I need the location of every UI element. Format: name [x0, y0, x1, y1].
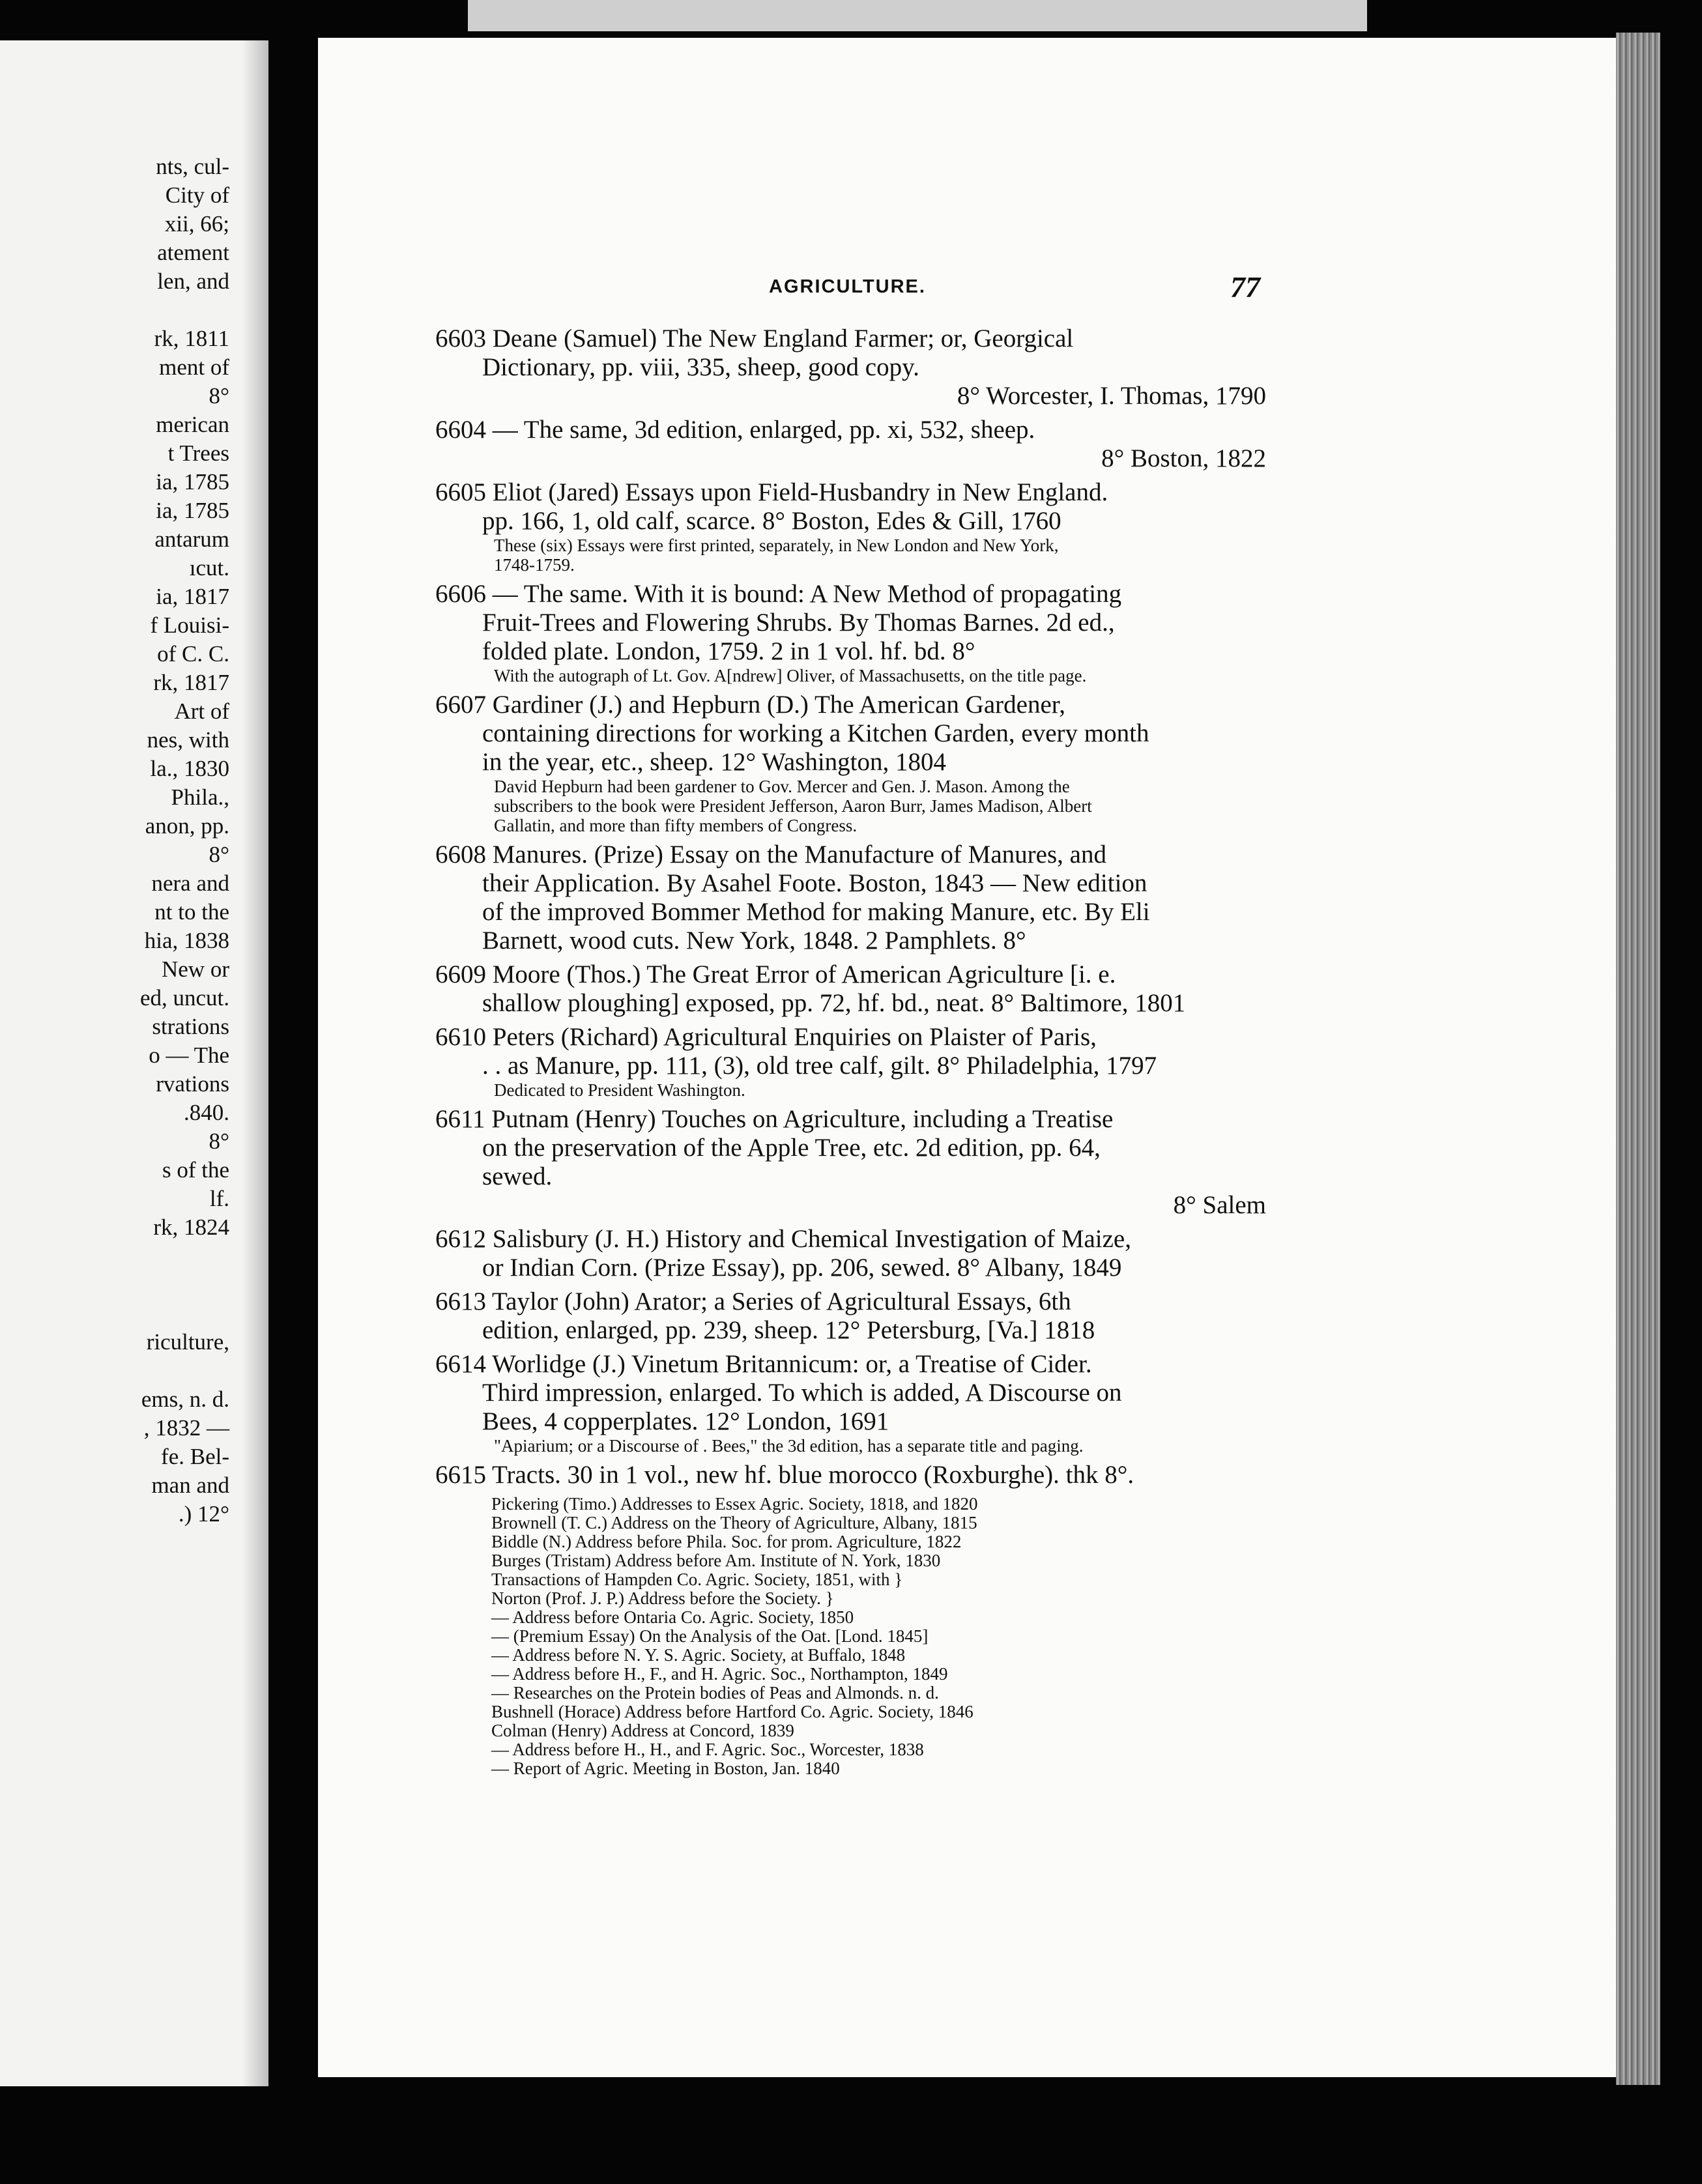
- entry-heading: 6607 Gardiner (J.) and Hepburn (D.) The American Gardener,: [435, 691, 1065, 719]
- left-page-gutter: [242, 40, 268, 2086]
- left-page-line: nt to the: [154, 899, 229, 925]
- left-page-line: City of: [165, 182, 229, 208]
- tract-item: Colman (Henry) Address at Concord, 1839: [491, 1721, 794, 1740]
- catalogue-entry: [435, 1225, 1266, 1282]
- page-number: 77: [1230, 270, 1260, 304]
- catalogue-entry: [435, 1287, 1266, 1345]
- left-page-line: rvations: [156, 1071, 229, 1097]
- left-page-line: Phila.,: [171, 784, 229, 810]
- left-page-line: nes, with: [147, 727, 229, 753]
- left-page-line: lf.: [209, 1186, 229, 1211]
- tract-item: — Report of Agric. Meeting in Boston, Jan. 1840: [491, 1759, 840, 1778]
- left-page-line: strations: [152, 1014, 229, 1039]
- entry-note: 1748-1759.: [494, 555, 575, 575]
- catalogue-entry: [435, 1105, 1266, 1220]
- catalogue-entry: [435, 691, 1266, 835]
- entry-line: 8° Salem: [1173, 1191, 1266, 1219]
- entry-line: Bees, 4 copperplates. 12° London, 1691: [482, 1407, 889, 1435]
- entry-line: Third impression, enlarged. To which is added, A Discourse on: [482, 1379, 1122, 1407]
- left-page-line: ia, 1817: [156, 584, 229, 609]
- left-page-line: 8°: [209, 383, 229, 409]
- left-page-line: s of the: [162, 1157, 229, 1183]
- entry-line: shallow ploughing] exposed, pp. 72, hf. bd., neat. 8° Baltimore, 1801: [482, 989, 1186, 1017]
- catalogue-entry: [435, 324, 1266, 410]
- entry-line: of the improved Bommer Method for making Manure, etc. By Eli: [482, 898, 1150, 926]
- left-page-line: .) 12°: [178, 1501, 229, 1527]
- catalogue-entry: [435, 841, 1266, 955]
- left-page-line: hia, 1838: [144, 928, 229, 953]
- entry-line: Fruit-Trees and Flowering Shrubs. By Thomas Barnes. 2d ed.,: [482, 609, 1115, 637]
- left-page-line: ed, uncut.: [139, 985, 229, 1011]
- left-page-line: xii, 66;: [164, 211, 229, 237]
- left-page-line: ia, 1785: [156, 469, 229, 495]
- left-page-line: nts, cul-: [156, 154, 229, 179]
- left-page-line: antarum: [154, 526, 229, 552]
- entry-line: pp. 166, 1, old calf, scarce. 8° Boston, Edes & Gill, 1760: [482, 507, 1061, 535]
- left-page-line: ems, n. d.: [141, 1387, 229, 1412]
- entry-note: David Hepburn had been gardener to Gov. Mercer and Gen. J. Mason. Among the: [494, 777, 1070, 796]
- tract-item: Burges (Tristam) Address before Am. Institute of N. York, 1830: [491, 1551, 941, 1570]
- left-page-line: , 1832 —: [143, 1415, 229, 1441]
- catalogue-entries: [435, 324, 1266, 1778]
- entry-line: 8° Boston, 1822: [1101, 444, 1266, 472]
- left-page-line: riculture,: [146, 1329, 229, 1355]
- left-page-line: rk, 1817: [153, 670, 229, 695]
- tract-item: Transactions of Hampden Co. Agric. Society, 1851, with }: [491, 1570, 903, 1589]
- left-page-line: fe. Bel-: [161, 1444, 229, 1469]
- entry-heading: 6609 Moore (Thos.) The Great Error of American Agriculture [i. e.: [435, 960, 1116, 988]
- entry-line: Barnett, wood cuts. New York, 1848. 2 Pamphlets. 8°: [482, 927, 1026, 955]
- left-page-line: merican: [156, 412, 229, 437]
- tract-item: — Address before H., H., and F. Agric. Soc., Worcester, 1838: [491, 1740, 924, 1759]
- entry-line: edition, enlarged, pp. 239, sheep. 12° Petersburg, [Va.] 1818: [482, 1316, 1095, 1344]
- left-page-line: atement: [157, 240, 229, 265]
- tract-item: — Researches on the Protein bodies of Peas and Almonds. n. d.: [491, 1683, 939, 1703]
- tract-item: Bushnell (Horace) Address before Hartford Co. Agric. Society, 1846: [491, 1702, 974, 1721]
- left-page-line: 8°: [209, 1128, 229, 1154]
- catalogue-entry: [435, 416, 1266, 473]
- entry-line: 8° Worcester, I. Thomas, 1790: [957, 382, 1266, 410]
- left-page-line: rk, 1811: [154, 326, 229, 351]
- tract-item: — Address before H., F., and H. Agric. Soc., Northampton, 1849: [491, 1664, 948, 1684]
- entry-line: . . as Manure, pp. 111, (3), old tree calf, gilt. 8° Philadelphia, 1797: [482, 1052, 1157, 1080]
- left-page-line: ia, 1785: [156, 498, 229, 523]
- entry-heading: 6605 Eliot (Jared) Essays upon Field-Husbandry in New England.: [435, 478, 1108, 506]
- left-page-line: 8°: [209, 842, 229, 867]
- left-page-line: Art of: [174, 698, 229, 724]
- catalogue-entry: [435, 478, 1266, 575]
- left-page-line: len, and: [157, 268, 229, 294]
- entry-heading: 6614 Worlidge (J.) Vinetum Britannicum: or, a Treatise of Cider.: [435, 1350, 1092, 1378]
- entry-line: containing directions for working a Kitchen Garden, every month: [482, 719, 1149, 747]
- entry-line: or Indian Corn. (Prize Essay), pp. 206, sewed. 8° Albany, 1849: [482, 1254, 1122, 1282]
- entry-note: Gallatin, and more than fifty members of Congress.: [494, 816, 858, 835]
- left-page-line: .840.: [184, 1100, 229, 1125]
- entry-line: on the preservation of the Apple Tree, etc. 2d edition, pp. 64,: [482, 1134, 1101, 1162]
- book-top-edge: [468, 0, 1367, 31]
- entry-heading: 6615 Tracts. 30 in 1 vol., new hf. blue morocco (Roxburghe). thk 8°.: [435, 1461, 1134, 1489]
- entry-heading: 6611 Putnam (Henry) Touches on Agriculture, including a Treatise: [435, 1105, 1114, 1133]
- left-page-line: t Trees: [167, 440, 229, 466]
- entry-heading: 6606 — The same. With it is bound: A New Method of propagating: [435, 580, 1122, 608]
- entry-line: their Application. By Asahel Foote. Boston, 1843 — New edition: [482, 869, 1147, 897]
- tract-item: Brownell (T. C.) Address on the Theory of Agriculture, Albany, 1815: [491, 1513, 977, 1532]
- catalogue-entry: [435, 1350, 1266, 1456]
- entry-heading: 6603 Deane (Samuel) The New England Farmer; or, Georgical: [435, 324, 1074, 352]
- left-page-line: ıcut.: [189, 555, 229, 581]
- tract-item: — Address before Ontaria Co. Agric. Society, 1850: [491, 1607, 854, 1627]
- tract-item: Biddle (N.) Address before Phila. Soc. for prom. Agriculture, 1822: [491, 1532, 962, 1551]
- entry-line: folded plate. London, 1759. 2 in 1 vol. hf. bd. 8°: [482, 637, 975, 665]
- book-page-edges: [1616, 33, 1660, 2085]
- left-page-line: anon, pp.: [145, 813, 229, 839]
- left-page-line: f Louisi-: [150, 612, 229, 638]
- entry-note: "Apiarium; or a Discourse of . Bees," the 3d edition, has a separate title and paging.: [494, 1436, 1084, 1456]
- catalogue-entry: [435, 1461, 1266, 1489]
- entry-note: subscribers to the book were President Jefferson, Aaron Burr, James Madison, Albert: [494, 796, 1092, 816]
- tract-item: Norton (Prof. J. P.) Address before the Society. }: [491, 1588, 834, 1608]
- tract-item: — (Premium Essay) On the Analysis of the Oat. [Lond. 1845]: [491, 1626, 929, 1646]
- left-page: [0, 40, 268, 2086]
- left-page-line: man and: [151, 1473, 229, 1498]
- entry-note: These (six) Essays were first printed, separately, in New London and New York,: [494, 536, 1059, 555]
- catalogue-entry: [435, 1023, 1266, 1100]
- entry-heading: 6613 Taylor (John) Arator; a Series of Agricultural Essays, 6th: [435, 1287, 1071, 1315]
- tract-item: — Address before N. Y. S. Agric. Society, at Buffalo, 1848: [491, 1645, 906, 1665]
- entry-heading: 6612 Salisbury (J. H.) History and Chemical Investigation of Maize,: [435, 1225, 1131, 1253]
- tracts-list: [435, 1495, 1266, 1778]
- left-page-line: ment of: [159, 354, 229, 380]
- left-page-line: la., 1830: [150, 756, 229, 781]
- left-page-line: of C. C.: [157, 641, 229, 667]
- entry-heading: 6608 Manures. (Prize) Essay on the Manufacture of Manures, and: [435, 841, 1106, 869]
- entry-note: Dedicated to President Washington.: [494, 1080, 745, 1100]
- entry-line: sewed.: [482, 1162, 553, 1190]
- left-page-line: rk, 1824: [153, 1214, 229, 1240]
- tract-item: Pickering (Timo.) Addresses to Essex Agric. Society, 1818, and 1820: [491, 1494, 978, 1514]
- running-header: AGRICULTURE.: [769, 276, 926, 297]
- entry-heading: 6604 — The same, 3d edition, enlarged, pp. xi, 532, sheep.: [435, 416, 1035, 444]
- left-page-line: New or: [162, 956, 229, 982]
- catalogue-entry: [435, 580, 1266, 685]
- entry-line: in the year, etc., sheep. 12° Washington, 1804: [482, 748, 947, 776]
- left-page-line: nera and: [151, 870, 229, 896]
- entry-note: With the autograph of Lt. Gov. A[ndrew] Oliver, of Massachusetts, on the title page.: [494, 666, 1087, 685]
- catalogue-entry: [435, 960, 1266, 1018]
- entry-line: Dictionary, pp. viii, 335, sheep, good copy.: [482, 353, 919, 381]
- left-page-line: o — The: [149, 1042, 229, 1068]
- entry-heading: 6610 Peters (Richard) Agricultural Enquiries on Plaister of Paris,: [435, 1023, 1097, 1051]
